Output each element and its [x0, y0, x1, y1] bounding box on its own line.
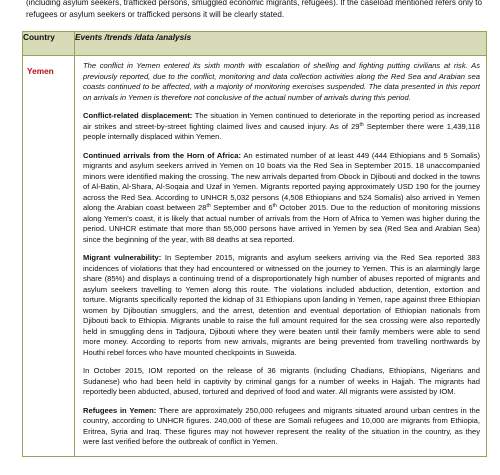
paragraph-conflict: The conflict in Yemen entered its sixth month with escalation of shelling and fighting putting civilians at risk. As previously reported, due to the conflict, monitoring and data collection activities along the Red Sea and Arabian sea coasts continued to be affected, with a majority of monitoring exercises suspended. The data presented in this report on arrivals in Yemen is therefore not conclusive of the actual number of arrivals during this period. [83, 61, 480, 102]
text-arrivals-c: October 2015. Due to the reduction of monitoring missions along Yemen's coast, it is likely that actual number of arrivals from the Horn of Africa to Yemen was higher during the period. UNHCR estimate that more than 55,000 persons have arrived in Yemen by sea (Red Sea and Arabian Sea) since the beginning of the year, with 88 deaths at sea reported. [83, 203, 480, 244]
text-arrivals-a: An estimated number of at least 449 (444 Ethiopians and 5 Somalis) migrants and asylum seekers arrived in Yemen on 10 boats via the Red Sea in September 2015. 18 unaccompanied minors were identified making the crossing. The new arrivals departed from Obock in Djibouti and docked in the towns of Al-Batin, Al-Shara, Al-Soqaia and Uzaf in Yemen. Migrants reported paying approximately USD 190 for the journey across the Red Sea. According to UNHCR 5,032 persons (4,508 Ethiopians and 524 Somalis) also arrived in Yemen along the Arabian coast between 28 [83, 150, 480, 212]
sup-displacement: th [359, 121, 364, 128]
text-displacement-a: The situation in Yemen continued to deteriorate in the reporting period as increased air strikes and street-by-street fighting claimed lives and caused injury. As of 29 [83, 111, 480, 131]
intro-text [26, 0, 486, 20]
heading-arrivals: Continued arrivals from the Horn of Africa: [83, 150, 241, 160]
country-name: Yemen [27, 66, 54, 76]
paragraph-refugees [83, 406, 480, 448]
text-refugees: There are approximately 250,000 refugees and migrants situated around urban centres in the country, according to UNHCR figures. 240,000 of these are Somali refugees and 10,000 are migrants from Ethiopia, Eritrea, Syria and Iraq. These figures may not however represent the reality of the situation in the country, as they were last verified before the outbreak of conflict in Yemen. [83, 405, 480, 446]
text-arrivals-b: September and 6 [210, 203, 273, 212]
header-events: Events /trends /data /analysis [75, 32, 487, 56]
heading-displacement: Conflict-related displacement: [83, 111, 193, 120]
country-events-table [22, 31, 487, 457]
text-vulnerability: In September 2015, migrants and asylum seekers arriving via the Red Sea reported 383 incidences of violations that they had encountered or witnessed on the journey to Yemen. This is an alarmingly large share (85%) and displays a continuing trend of a disproportionately high number of abuses reported of migrants and asylum seekers travelling to Yemen along this route. The violations included abduction, detention, extortion and torture. Migrants specifically reported the kidnap of 31 Ethiopians upon landing in Yemen, rape against three Ethiopian women by Djiboutian smugglers, and the arrest, detention and eventual deportation of Ethiopian nationals from Djibouti back to Ethiopia. Migrants unable to raise the full amount required for the sea crossing were also reportedly held in smuggling dens in Tadjoura, Djibouti where they were beaten until their family members were able to send more money. According to reports from new arrivals, migrants are being prevented from travelling northwards by Houthi rebel forces who have mounted checkpoints in Suweida. [83, 253, 480, 357]
paragraph-iom-release: In October 2015, IOM reported on the release of 36 migrants (including Chadians, Ethiopians, Nigerians and Sudanese) who had been held in captivity by criminal gangs for a number of weeks in Hajjah. The migrants had reportedly been abducted, abused, tortured and deprived of food and water. All migrants were assisted by IOM. [83, 366, 480, 396]
country-cell [23, 56, 75, 457]
paragraph-displacement [83, 111, 480, 143]
table-row [23, 56, 487, 457]
paragraph-arrivals [83, 151, 480, 246]
intro-line-1: (including asylum seekers, trafficked persons, smuggled economic migrants, refugees). If the caseload mentioned refers only to [26, 0, 483, 7]
heading-vulnerability: Migrant vulnerability: [83, 253, 162, 262]
table-header-row [23, 32, 487, 56]
sup-arrivals-1: th [206, 203, 211, 209]
heading-refugees: Refugees in Yemen: [83, 405, 157, 415]
paragraph-vulnerability [83, 253, 480, 358]
sup-arrivals-2: th [272, 203, 277, 209]
text-displacement-b: September there were 1,439,118 people internally displaced within Yemen. [83, 121, 481, 141]
header-country: Country [23, 32, 75, 56]
events-cell [75, 56, 487, 457]
intro-line-2: refugees or asylum seekers or trafficked persons it will be clearly stated. [26, 9, 285, 19]
